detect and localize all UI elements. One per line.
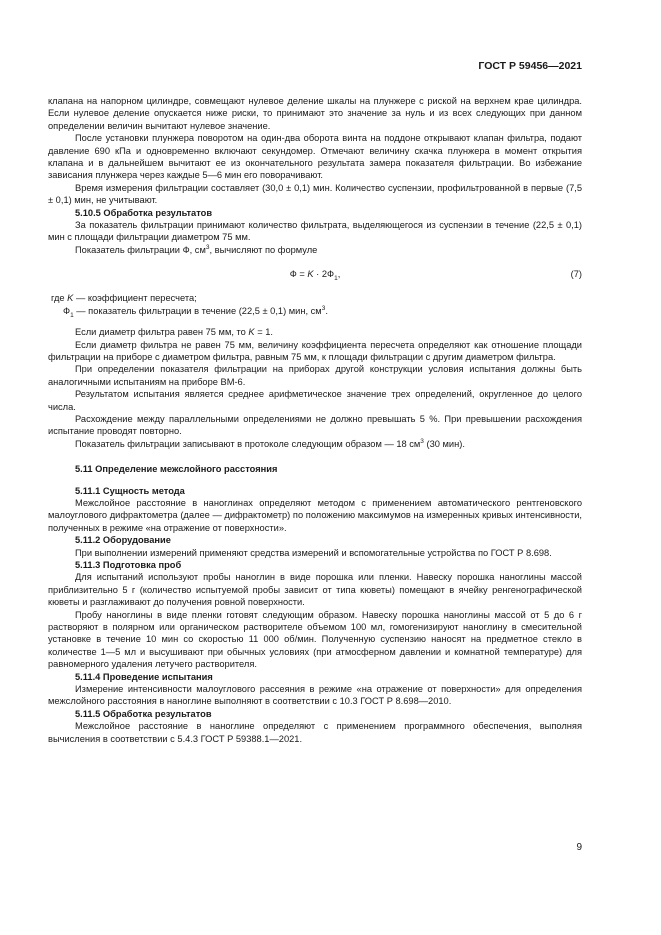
paragraph: Измерение интенсивности малоуглового рассеяния в режиме «на отражение от поверхности» для определения межслойного расстояния в наноглине выполняют в соответствии с 10.3 ГОСТ Р 8.698—2010.: [48, 684, 582, 707]
section-heading-5-11-3: 5.11.3 Подготовка проб: [75, 560, 182, 570]
paragraph: Показатель фильтрации записывают в протоколе следующим образом — 18 $см^3$ (30 мин).: [75, 437, 465, 449]
page-content: [48, 95, 582, 745]
formula-expression: $Ф = K \cdot 2Ф_1$,: [289, 269, 341, 283]
section-heading-5-11-1: 5.11.1 Сущность метода: [75, 485, 185, 496]
standard-header: ГОСТ Р 59456—2021: [478, 60, 582, 72]
paragraph: При определении показателя фильтрации на приборах другой конструкции условия испытания должны быть аналогичными испытаниям на приборе ВМ-6.: [48, 364, 582, 387]
paragraph: клапана на напорном цилиндре, совмещают нулевое деление шкалы на плунжере с риской на верхнем крае цилиндра. Если нулевое деление опускается ниже риски, то принимают это значение за нуль и из всех следующих при данном определении величин вычитают нулевое значение.: [48, 96, 582, 131]
paragraph: При выполнении измерений применяют средства измерений и вспомогательные устройства по ГОСТ Р 8.698.: [75, 547, 552, 558]
paragraph: Результатом испытания является среднее арифметическое значение трех определений, округленное до целого числа.: [48, 389, 582, 412]
paragraph: Для испытаний используют пробы наноглин в виде порошка или пленки. Навеску порошка наноглины массой приблизительно 5 г (количество испытуемой пробы зависит от типа кюветы) помещают в ячейку ренгенографической кюветы и разглаживают до получения ровной поверхности.: [48, 572, 582, 608]
definition-k: где K — коэффициент пересчета;: [51, 293, 197, 304]
paragraph: За показатель фильтрации принимают количество фильтрата, выделяющегося из суспензии в течение (22,5 ± 0,1) мин с площади фильтрации диаметром 75 мм.: [48, 220, 582, 243]
paragraph: Если диаметр фильтра не равен 75 мм, величину коэффициента пересчета определяют как отношение площади фильтрации на приборе с диаметром фильтра, равным 75 мм, к площади фильтрации с другим диаметром фильтра.: [48, 339, 582, 362]
paragraph: Пробу наноглины в виде пленки готовят следующим образом. Навеску порошка наноглины массой от 5 до 6 г растворяют в полярном или органическом растворителе объемом 100 мл, гомогенизируют наноглину в смесительной установке в течение 10 мин со скоростью 11 000 об/мин. Полученную суспензию наносят на предметное стекло в количестве 1—5 мл и высушивают при обычных условиях (при атмосферном давлении и комнатной температуре) для равномерного удаления летучего растворителя.: [48, 609, 582, 670]
section-heading-5-10-5: 5.10.5 Обработка результатов: [75, 207, 213, 218]
definition-f1: $Ф_1$ — показатель фильтрации в течение (22,5 ± 0,1) мин, $см^3$.: [63, 304, 328, 319]
paragraph: Межслойное расстояние в наноглинах определяют методом с применением автоматического рентгеновского малоуглового дифрактометра (далее — дифрактометр) по положению максимумов на измеренных кривых интенсивности, полученных в режиме «на отражение от поверхности».: [48, 497, 582, 533]
page-number: 9: [576, 842, 582, 853]
formula-7: [48, 264, 582, 290]
paragraph: После установки плунжера поворотом на один-два оборота винта на поддоне открывают клапан фильтра, подают давление 690 кПа и одновременно включают секундомер. Отмечают величину скачка плунжера в момент открытия клапана и в дальнейшем вычитают ее из окончательного результата замера показателя фильтрации. Во избежание зависания плунжера через каждые 5—6 мин его поворачивают.: [48, 133, 582, 181]
paragraph: Показатель фильтрации Ф, $см^3$, вычисляют по формуле: [75, 243, 318, 255]
paragraph: Если диаметр фильтра равен 75 мм, то K = 1.: [75, 327, 273, 338]
section-heading-5-11-2: 5.11.2 Оборудование: [75, 535, 171, 546]
section-heading-5-11: 5.11 Определение межслойного расстояния: [75, 464, 278, 475]
document-page: [48, 0, 582, 935]
section-heading-5-11-4: 5.11.4 Проведение испытания: [75, 671, 213, 682]
equation-number: (7): [570, 269, 582, 280]
paragraph: Межслойное расстояние в наноглине определяют с применением программного обеспечения, выполняя вычисления в соответствии с 5.4.3 ГОСТ Р 59388.1—2021.: [48, 721, 582, 744]
section-heading-5-11-5: 5.11.5 Обработка результатов: [75, 708, 212, 719]
paragraph: Время измерения фильтрации составляет (30,0 ± 0,1) мин. Количество суспензии, профильтрованной в первые (7,5 ± 0,1) мин, не учитывают.: [48, 182, 582, 206]
paragraph: Расхождение между параллельными определениями не должно превышать 5 %. При превышении расхождения испытание проводят повторно.: [48, 413, 582, 437]
